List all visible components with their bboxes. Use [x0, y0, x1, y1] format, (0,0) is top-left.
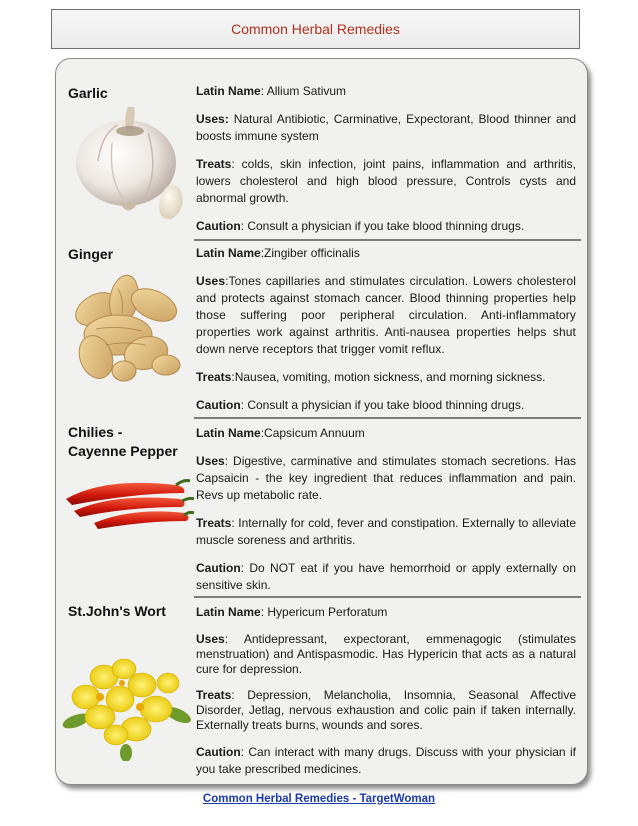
herb-name: St.John's Wort	[68, 603, 166, 619]
flower-illustration	[60, 649, 194, 761]
footer-link[interactable]: Common Herbal Remedies - TargetWoman	[202, 793, 436, 805]
uses-row: Uses: Antidepressant, expectorant, emmenagogic (stimulates menstruation) and Antispasmodic. Has Hypericin that acts as a natural cure for depression.	[196, 632, 576, 676]
treats-row: Treats: Depression, Melancholia, Insomnia, Seasonal Affective Disorder, Jetlag, nervous exhaustion and colic pain if taken internally. Externally treats burns, wounds and sores.	[196, 688, 576, 732]
herbs-panel	[55, 58, 588, 785]
section-divider	[194, 417, 581, 419]
caution-row: Caution: Consult a physician if you take blood thinning drugs.	[196, 219, 525, 233]
herb-info	[196, 604, 576, 789]
garlic-illustration	[68, 103, 193, 223]
caution-row: Caution: Can interact with many drugs. Discuss with your physician if you take prescribed medicines.	[196, 745, 576, 776]
uses-row: Uses: Digestive, carminative and stimulates stomach secretions. Has Capsaicin - the key ingredient that reduces inflammation and pain. Revs up metabolic rate.	[196, 454, 576, 502]
section-divider	[194, 596, 581, 598]
herb-info	[196, 425, 576, 605]
herb-info	[196, 245, 576, 425]
latin-name-row: Latin Name: Allium Sativum	[196, 84, 347, 98]
treats-row: Treats: colds, skin infection, joint pains, inflammation and arthritis, lowers cholesterol and high blood pressure, Controls cysts and abnormal growth.	[196, 157, 576, 205]
latin-name-row: Latin Name:Capsicum Annuum	[196, 426, 365, 440]
caution-row: Caution: Do NOT eat if you have hemorrhoid or apply externally on sensitive skin.	[196, 561, 576, 592]
latin-name-row: Latin Name:Zingiber officinalis	[196, 246, 360, 260]
section-divider	[194, 239, 581, 241]
uses-row: Uses: Natural Antibiotic, Carminative, Expectorant, Blood thinner and boosts immune system	[196, 112, 576, 143]
treats-row: Treats:Nausea, vomiting, motion sickness, and morning sickness.	[196, 370, 546, 384]
page-title: Common Herbal Remedies	[231, 21, 400, 37]
treats-row: Treats: Internally for cold, fever and constipation. Externally to alleviate muscle soreness and arthritis.	[196, 516, 576, 547]
herb-name: Chilies - Cayenne Pepper	[68, 424, 178, 459]
herb-name: Ginger	[68, 246, 114, 262]
herb-name: Garlic	[68, 85, 108, 101]
ginger-illustration	[66, 269, 190, 387]
caution-row: Caution: Consult a physician if you take blood thinning drugs.	[196, 398, 525, 412]
chili-illustration	[64, 471, 196, 533]
page-header	[51, 9, 580, 49]
herb-info	[196, 83, 576, 246]
latin-name-row: Latin Name: Hypericum Perforatum	[196, 605, 388, 619]
uses-row: Uses:Tones capillaries and stimulates circulation. Lowers cholesterol and protects against stomach cancer. Blood thinning properties help those suffering poor peripheral circulation. Anti-inflammatory properties work against arthritis. Anti-nausea properties helps shut down nerve receptors that trigger vomit reflux.	[196, 274, 576, 356]
